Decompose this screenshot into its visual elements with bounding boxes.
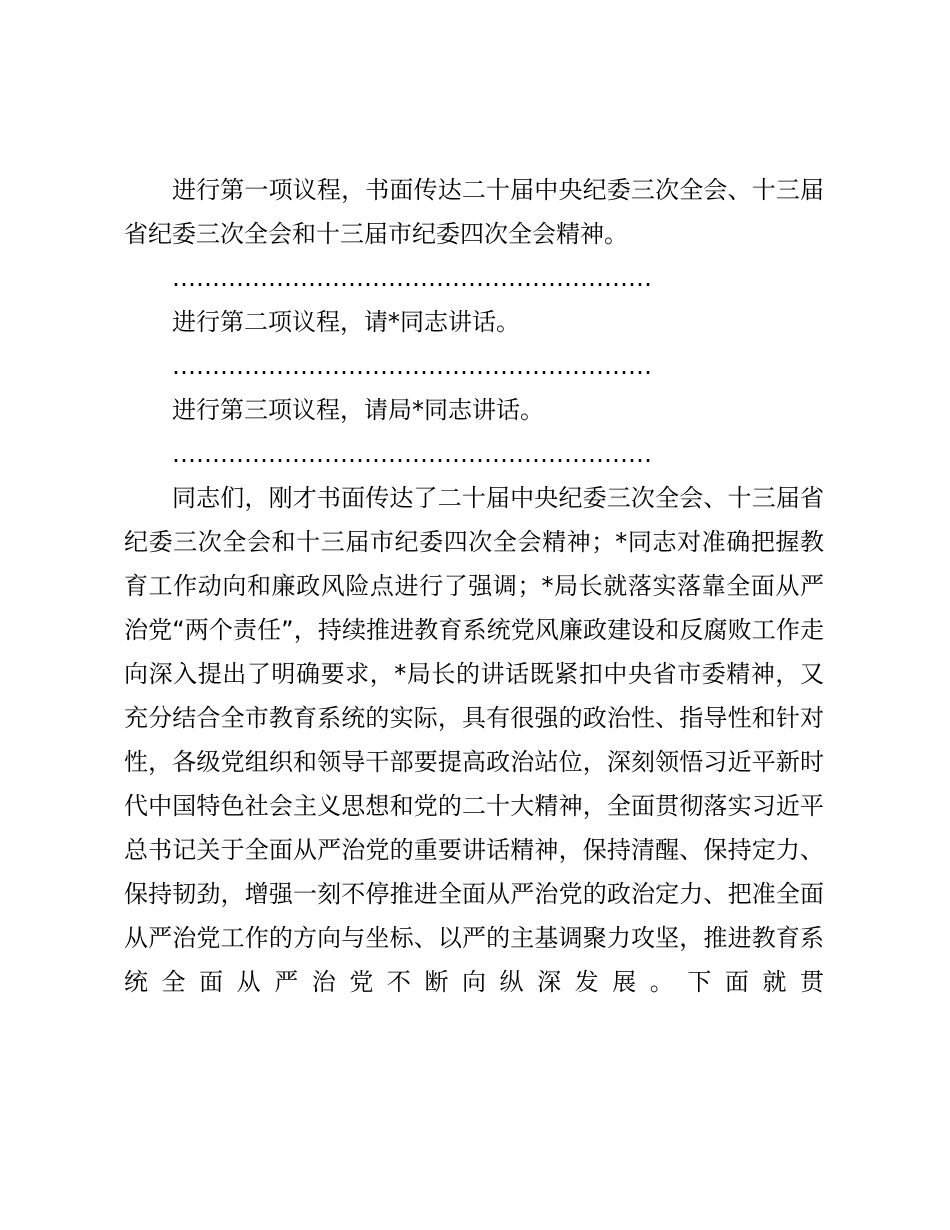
- paragraph-agenda-3: 进行第三项议程，请局*同志讲话。: [172, 396, 544, 424]
- paragraph-summary: 同志们，刚才书面传达了二十届中央纪委三次全会、十三届省纪委三次全会和十三届市纪委四次全会精神；*同志对准确把握教育工作动向和廉政风险点进行了强调；*局长就落实落靠全面从严治党“两个责任”，持续推进教育系统党风廉政建设和反腐败工作走向深入提出了明确要求，*局长的讲话既紧扣中央省市委精神，又充分结合全市教育系统的实际，具有很强的政治性、指导性和针对性，各级党组织和领导干部要提高政治站位，深刻领悟习近平新时代中国特色社会主义思想和党的二十大精神，全面贯彻落实习近平总书记关于全面从严治党的重要讲话精神，保持清醒、保持定力、保持韧劲，增强一刻不停推进全面从严治党的政治定力、把准全面从严治党工作的方向与坐标、以严的主基调聚力攻坚，推进教育系统全面从严治党不断向纵深发展。下面就贯: [124, 484, 824, 996]
- paragraph-agenda-1: 进行第一项议程，书面传达二十届中央纪委三次全会、十三届省纪委三次全会和十三届市纪委四次全会精神。: [124, 176, 824, 248]
- ellipsis-separator: ……………………………………………………: [172, 264, 652, 292]
- paragraph-agenda-2: 进行第二项议程，请*同志讲话。: [172, 308, 520, 336]
- ellipsis-separator: ……………………………………………………: [172, 440, 652, 468]
- document-body: [124, 168, 824, 1004]
- ellipsis-separator: ……………………………………………………: [172, 352, 652, 380]
